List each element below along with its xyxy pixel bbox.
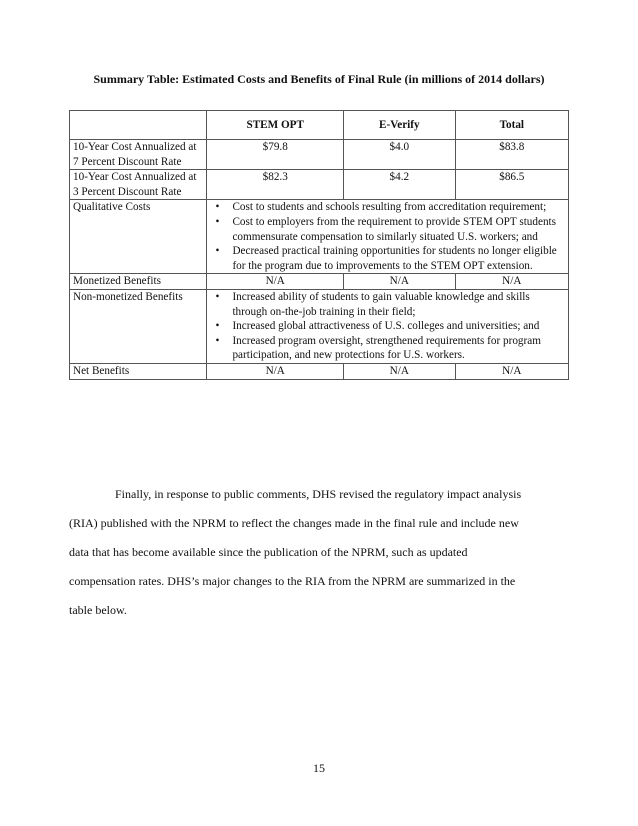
- row-label: 10-Year Cost Annualized at 7 Percent Discount Rate: [70, 140, 207, 170]
- bullet-icon: •: [215, 201, 220, 214]
- list-item-text: Increased global attractiveness of U.S. colleges and universities; and: [232, 320, 540, 333]
- bullet-icon: •: [215, 334, 220, 347]
- table-row-cost-7pct: [70, 140, 569, 170]
- cell-total: N/A: [455, 363, 568, 379]
- table-caption: Summary Table: Estimated Costs and Benefits of Final Rule (in millions of 2014 dollars): [93, 72, 545, 86]
- cell-e-verify: N/A: [344, 363, 456, 379]
- list-item-text: Cost to employers from the requirement to provide STEM OPT students commensurate compensation to similarly situated U.S. workers; and: [232, 215, 557, 243]
- list-item: [210, 215, 565, 244]
- list-item-text: Increased ability of students to gain valuable knowledge and skills through on-the-job training in their field;: [232, 290, 530, 318]
- cell-stem-opt: $79.8: [207, 140, 344, 170]
- list-item-text: Decreased practical training opportunities for students no longer eligible for the program due to improvements to the STEM OPT extension.: [232, 245, 557, 272]
- table-row-monetized-benefits: [70, 274, 569, 290]
- cell-stem-opt: $82.3: [207, 170, 344, 200]
- table-row-cost-3pct: [70, 170, 569, 200]
- page-number: 15: [313, 761, 325, 775]
- cell-total: N/A: [455, 274, 568, 290]
- paragraph-line: compensation rates. DHS’s major changes to the RIA from the NPRM are summarized in the: [69, 574, 516, 588]
- qualitative-costs-list: [210, 200, 565, 273]
- paragraph-line: data that has become available since the publication of the NPRM, such as updated: [69, 545, 468, 559]
- cell-stem-opt: N/A: [207, 274, 344, 290]
- list-item-text: Increased program oversight, strengthened requirements for program participation, and new protections for U.S. workers.: [232, 334, 541, 362]
- table-header-row: [70, 111, 569, 140]
- list-item: [210, 290, 565, 319]
- paragraph-line: (RIA) published with the NPRM to reflect the changes made in the final rule and include new: [69, 516, 519, 530]
- paragraph-line: Finally, in response to public comments, DHS revised the regulatory impact analysis: [115, 487, 522, 501]
- header-blank: [70, 111, 207, 140]
- nonmonetized-benefits-list-cell: [207, 289, 569, 363]
- list-item-text: Cost to students and schools resulting from accreditation requirement;: [232, 201, 547, 214]
- header-total: Total: [455, 111, 568, 140]
- bullet-icon: •: [215, 290, 220, 303]
- bullet-icon: •: [215, 215, 220, 228]
- list-item: [210, 334, 565, 363]
- nonmonetized-benefits-list: [210, 290, 565, 363]
- table-row-qualitative-costs: [70, 200, 569, 274]
- row-label: Net Benefits: [70, 363, 207, 379]
- cell-total: $83.8: [455, 140, 568, 170]
- row-label: 10-Year Cost Annualized at 3 Percent Discount Rate: [70, 170, 207, 200]
- row-label: Non-monetized Benefits: [70, 289, 207, 363]
- qualitative-costs-list-cell: [207, 200, 569, 274]
- header-e-verify: E-Verify: [344, 111, 456, 140]
- row-label: Qualitative Costs: [70, 200, 207, 274]
- list-item: [210, 244, 565, 273]
- list-item: [210, 200, 565, 215]
- cell-total: $86.5: [455, 170, 568, 200]
- table-row-nonmonetized-benefits: [70, 289, 569, 363]
- row-label: Monetized Benefits: [70, 274, 207, 290]
- paragraph-line: table below.: [69, 603, 127, 617]
- table-row-net-benefits: [70, 363, 569, 379]
- bullet-icon: •: [215, 320, 220, 333]
- header-stem-opt: STEM OPT: [207, 111, 344, 140]
- summary-table: [69, 110, 569, 380]
- cell-e-verify: $4.2: [344, 170, 456, 200]
- list-item: [210, 319, 565, 334]
- cell-stem-opt: N/A: [207, 363, 344, 379]
- bullet-icon: •: [215, 245, 220, 258]
- cell-e-verify: N/A: [344, 274, 456, 290]
- cell-e-verify: $4.0: [344, 140, 456, 170]
